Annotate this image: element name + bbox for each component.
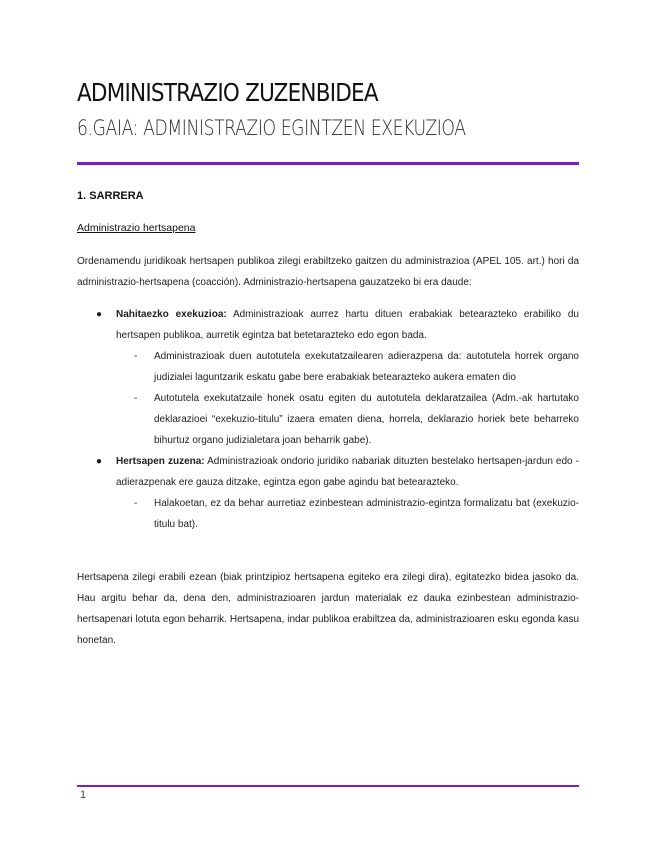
sub-heading: Administrazio hertsapena bbox=[77, 222, 196, 234]
intro-paragraph: Ordenamendu juridikoak hertsapen publikoa zilegi erabiltzeko gaitzen du administrazioa (APEL 105. art.) hori da administrazio-hertsapena (coacción). Administrazio-hertsapena gauzatzeko bi era daude: bbox=[77, 256, 579, 288]
sub-item-text: Administrazioak duen autotutela exekutatzailearen adierazpena da: autotutela horrek organo judizialei laguntzarik eskatu gabe bere erabakiak betearazteko aukera ematen dio bbox=[154, 351, 579, 383]
dash-icon: - bbox=[134, 351, 138, 362]
sub-list-item bbox=[77, 388, 579, 451]
dash-icon: - bbox=[134, 393, 138, 404]
sub-list-item bbox=[77, 493, 579, 535]
page-number: 1 bbox=[80, 789, 87, 801]
header-divider bbox=[77, 162, 579, 165]
bullet-icon: ● bbox=[96, 456, 103, 467]
section-heading: 1. SARRERA bbox=[77, 190, 144, 202]
document-title: ADMINISTRAZIO ZUZENBIDEA bbox=[77, 78, 378, 107]
dash-icon: - bbox=[134, 498, 138, 509]
bullet-text: Administrazioak aurrez hartu dituen erabakiak betearazteko erabiliko du hertsapen publikoa, aurretik egintza bat betetarazteko edo egon bada. bbox=[116, 309, 579, 341]
closing-paragraph: Hertsapena zilegi erabili ezean (biak printzipioz hertsapena egiteko era zilegi dira), egitatezko bidea jasoko da. Hau argitu behar da, dena den, administrazioaren jardun materialak ez dauka ezinbestean administrazio-hertsapenari lotuta egon beharrik. Hertsapena, indar publikoa erabiltzea da, administrazioaren esku egonda kasu honetan. bbox=[77, 572, 579, 646]
bullet-list bbox=[77, 304, 579, 535]
sub-item-text: Autotutela exekutatzaile honek osatu egiten du autotutela deklaratzailea (Adm.-ak hartutako deklarazioei “exekuzio-titulu” izaera ematen diena, horrela, deklarazio horiek bete beharreko bihurtuz organo judizialetara joan beharrik gabe). bbox=[154, 393, 579, 446]
sub-list-item bbox=[77, 346, 579, 388]
bullet-term: Nahitaezko exekuzioa: bbox=[116, 309, 227, 320]
footer-divider bbox=[77, 785, 579, 787]
list-item bbox=[77, 304, 579, 346]
sub-item-text: Halakoetan, ez da behar aurretiaz ezinbestean administrazio-egintza formalizatu bat (exekuzio-titulu bat). bbox=[154, 498, 579, 530]
bullet-term: Hertsapen zuzena: bbox=[116, 456, 205, 467]
bullet-text: Administrazioak ondorio juridiko nabariak dituzten bestelako hertsapen-jardun edo -adierazpenak ere gauza ditzake, egintza egon gabe agindu bat betearazteko. bbox=[116, 456, 580, 488]
list-item bbox=[77, 451, 579, 493]
document-subtitle: 6.GAIA: ADMINISTRAZIO EGINTZEN EXEKUZIOA bbox=[77, 116, 466, 140]
bullet-icon: ● bbox=[96, 309, 103, 320]
